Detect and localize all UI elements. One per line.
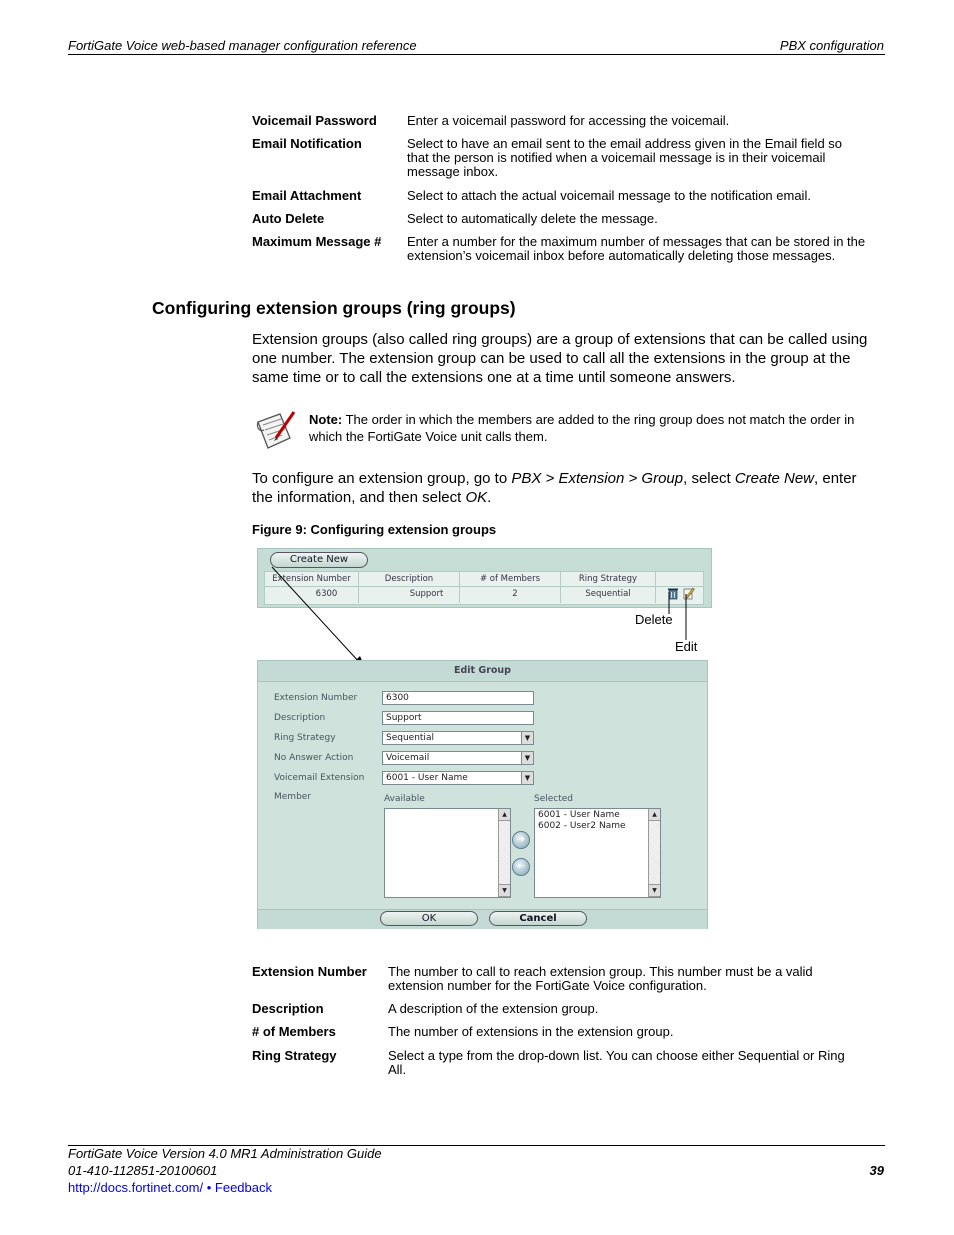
section-title: Configuring extension groups (ring groups) [152, 298, 516, 318]
select-value: Sequential [386, 733, 434, 743]
def-term: Voicemail Password [252, 113, 377, 128]
field-label: Ring Strategy [274, 733, 336, 743]
feedback-link[interactable]: Feedback [214, 1180, 272, 1195]
def-desc: The number to call to reach extension group. This number must be a valid extension number for the FortiGate Voice configuration. [388, 964, 813, 993]
select-value: Voicemail [386, 753, 430, 763]
footer-guide-title: FortiGate Voice Version 4.0 MR1 Administration Guide [68, 1146, 382, 1161]
def-desc: Enter a number for the maximum number of messages that can be stored in the extension’s voicemail inbox before automatically deleting those messages. [407, 234, 866, 263]
note-label: Note: [309, 412, 343, 427]
def-term: Maximum Message # [252, 234, 382, 249]
def-term: # of Members [252, 1024, 336, 1039]
field-label: Voicemail Extension [274, 773, 365, 783]
table-cell: Sequential [585, 589, 631, 599]
description-input[interactable]: Support [382, 711, 534, 725]
dropdown-arrow-icon: ▼ [521, 732, 533, 744]
howto-text: . [487, 489, 492, 506]
footer-doc-number: 01-410-112851-20100601 [68, 1163, 218, 1178]
def-term: Auto Delete [252, 211, 325, 226]
table-cell: Support [409, 589, 444, 599]
link-separator: • [203, 1180, 215, 1195]
header-title: FortiGate Voice web-based manager configuration reference [68, 38, 417, 53]
figure-caption: Figure 9: Configuring extension groups [252, 522, 497, 537]
docs-link[interactable]: http://docs.fortinet.com/ [68, 1180, 204, 1195]
list-item[interactable]: 6001 - User Name [538, 810, 620, 820]
select-value: 6001 - User Name [386, 773, 468, 783]
ring-strategy-select[interactable] [382, 731, 534, 745]
callout-delete: Delete [635, 612, 673, 627]
howto-nav-path: PBX > Extension > Group [511, 470, 684, 487]
def-desc: Select to have an email sent to the email address given in the Email field so that the person is notified when a voicemail message is in their voicemail message inbox. [407, 136, 843, 179]
extension-number-input[interactable]: 6300 [382, 691, 534, 705]
def-term: Extension Number [252, 964, 367, 979]
howto-text: , enter the information, and then select [252, 470, 857, 506]
field-label: Description [274, 713, 326, 723]
no-answer-action-select[interactable] [382, 751, 534, 765]
scrollbar[interactable]: ▲ ▼ [498, 809, 510, 897]
def-desc: Select a type from the drop-down list. You can choose either Sequential or Ring All. [388, 1048, 845, 1077]
field-label: Extension Number [274, 693, 358, 703]
column-header: Extension Number [272, 574, 351, 584]
column-header: Description [384, 574, 434, 584]
dropdown-arrow-icon: ▼ [521, 752, 533, 764]
dialog-title: Edit Group [258, 661, 707, 682]
def-term: Email Attachment [252, 188, 362, 203]
def-desc: Select to automatically delete the message. [407, 211, 658, 226]
column-header: # of Members [479, 574, 541, 584]
footer-links [68, 1180, 272, 1195]
field-label: Member [274, 792, 312, 802]
howto-text: , select [683, 470, 735, 487]
def-term: Ring Strategy [252, 1048, 337, 1063]
table-cell: 6300 [315, 589, 338, 599]
scrollbar[interactable]: ▲ ▼ [648, 809, 660, 897]
def-desc: Enter a voicemail password for accessing the voicemail. [407, 113, 730, 128]
selected-list[interactable] [534, 808, 661, 898]
list-item[interactable]: 6002 - User2 Name [538, 821, 626, 831]
create-new-button[interactable]: Create New [270, 552, 368, 568]
def-term: Email Notification [252, 136, 362, 151]
page-number: 39 [869, 1163, 884, 1178]
selected-label: Selected [534, 794, 574, 804]
def-term: Description [252, 1001, 324, 1016]
table-cell: 2 [512, 589, 518, 599]
remove-member-arrow-icon[interactable]: ← [512, 858, 530, 876]
dialog-footer [258, 909, 707, 929]
howto-ok: OK [465, 489, 488, 506]
add-member-arrow-icon[interactable]: ➔ [512, 831, 530, 849]
note-body: The order in which the members are added to the ring group does not match the order in which the FortiGate Voice unit calls them. [309, 412, 855, 444]
available-label: Available [384, 794, 425, 804]
intro-paragraph: Extension groups (also called ring groups) are a group of extensions that can be called using one number. The extension group can be used to call all the extensions in the group at the same time or to call the extensions one at a time until someone answers. [252, 331, 868, 386]
ok-button[interactable]: OK [380, 911, 478, 926]
callout-edit: Edit [675, 639, 698, 654]
field-label: No Answer Action [274, 753, 354, 763]
available-list[interactable] [384, 808, 511, 898]
dropdown-arrow-icon: ▼ [521, 772, 533, 784]
header-section: PBX configuration [779, 38, 884, 53]
def-desc: A description of the extension group. [388, 1001, 599, 1016]
column-header: Ring Strategy [578, 574, 638, 584]
howto-create: Create New [734, 470, 815, 487]
howto-text: To configure an extension group, go to [252, 470, 512, 487]
cancel-button[interactable]: Cancel [489, 911, 587, 926]
edit-group-dialog [257, 660, 708, 929]
voicemail-extension-select[interactable] [382, 771, 534, 785]
def-desc: The number of extensions in the extension group. [388, 1024, 674, 1039]
def-desc: Select to attach the actual voicemail message to the notification email. [407, 188, 811, 203]
